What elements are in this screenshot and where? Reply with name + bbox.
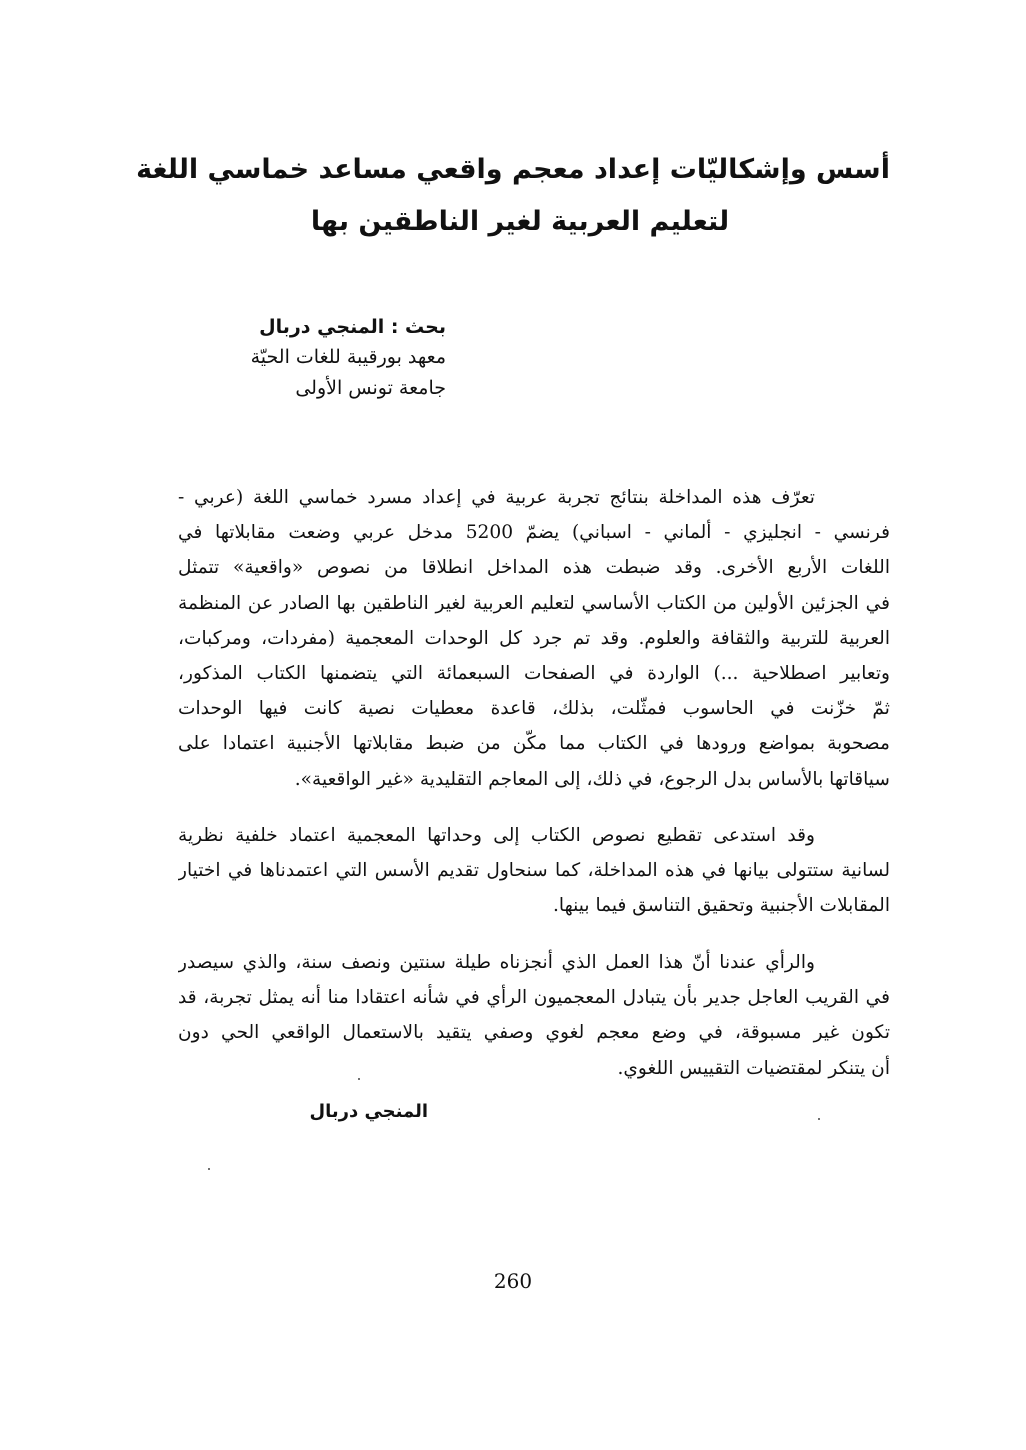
paragraph-line: في القريب العاجل جدير بأن يتبادل المعجميون الرأي في شأنه اعتقادا منا أنه يمثل تجربة، قد xyxy=(178,987,890,1009)
paragraph-line: فرنسي - انجليزي - ألماني - اسباني) يضمّ 5200 مدخل عربي وضعت مقابلاتها في xyxy=(178,522,890,544)
paragraph-line: لسانية ستتولى بيانها في هذه المداخلة، كما سنحاول تقديم الأسس التي اعتمدناها في اختيار xyxy=(178,860,890,882)
paragraph-line: مصحوبة بمواضع ورودها في الكتاب مما مكّن من ضبط مقابلاتها الأجنبية اعتمادا على xyxy=(178,733,890,755)
author-university: جامعة تونس الأولى xyxy=(295,377,446,399)
paragraph-3 xyxy=(178,945,890,1086)
paragraph-line: والرأي عندنا أنّ هذا العمل الذي أنجزناه طيلة سنتين ونصف سنة، والذي سيصدر xyxy=(178,952,815,973)
paragraph-line: وتعابير اصطلاحية ...) الواردة في الصفحات السبعمائة التي يتضمنها الكتاب المذكور، xyxy=(178,663,890,685)
paragraph-line: تعرّف هذه المداخلة بنتائج تجربة عربية في إعداد مسرد خماسي اللغة (عربي - xyxy=(178,487,815,508)
author-institute: معهد بورقيبة للغات الحيّة xyxy=(250,346,446,368)
paragraph-line: أن يتنكر لمقتضيات التقييس اللغوي. xyxy=(617,1057,890,1079)
paragraph-1 xyxy=(178,480,890,797)
paragraph-line: ثمّ خزّنت في الحاسوب فمثّلت، بذلك، قاعدة معطيات نصية كانت فيها الوحدات xyxy=(178,698,890,720)
paragraph-line: العربية للتربية والثقافة والعلوم. وقد تم جرد كل الوحدات المعجمية (مفردات، ومركبات، xyxy=(178,627,890,649)
paragraph-2 xyxy=(178,818,890,924)
title-line-1: أسس وإشكاليّات إعداد معجم واقعي مساعد خماسي اللغة xyxy=(136,154,890,185)
signature: المنجي دربال xyxy=(309,1101,428,1122)
paragraph-line: اللغات الأربع الأخرى. وقد ضبطت هذه المداخل انطلاقا من نصوص «واقعية» تتمثل xyxy=(178,557,890,579)
paragraph-line: في الجزئين الأولين من الكتاب الأساسي لتعليم العربية لغير الناطقين بها الصادر عن المنظمة xyxy=(178,592,890,614)
author-byline: بحث : المنجي دربال xyxy=(259,316,446,338)
paragraph-line: تكون غير مسبوقة، في وضع معجم لغوي وصفي يتقيد بالاستعمال الواقعي الحي دون xyxy=(178,1022,890,1044)
title-line-2: لتعليم العربية لغير الناطقين بها xyxy=(310,206,730,237)
paragraph-line: وقد استدعى تقطيع نصوص الكتاب إلى وحداتها المعجمية اعتماد خلفية نظرية xyxy=(178,825,815,846)
author-block xyxy=(146,312,446,404)
scan-speck xyxy=(818,1118,820,1120)
page-number: 260 xyxy=(493,1269,533,1293)
paragraph-line: سياقاتها بالأساس بدل الرجوع، في ذلك، إلى المعاجم التقليدية «غير الواقعية». xyxy=(294,768,890,790)
paragraph-line: المقابلات الأجنبية وتحقيق التناسق فيما بينها. xyxy=(553,895,890,917)
scan-speck xyxy=(208,1168,210,1170)
scan-speck xyxy=(358,1078,360,1080)
